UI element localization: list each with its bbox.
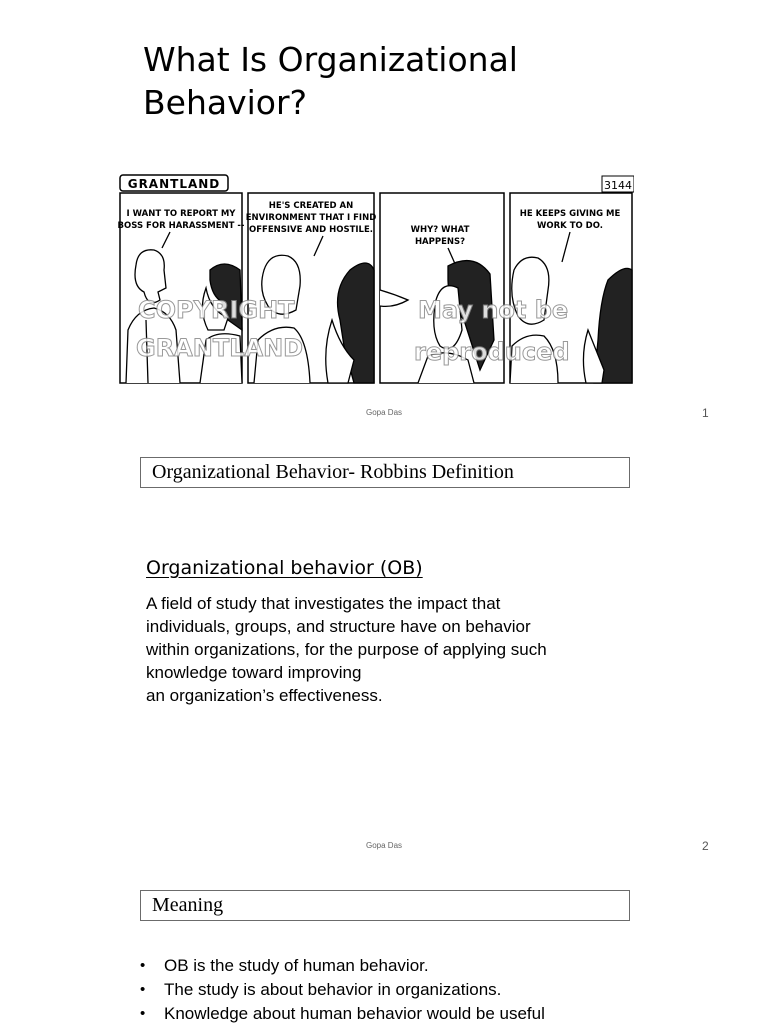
ob-definition-line: A field of study that investigates the impact that	[146, 594, 501, 613]
slide1-title	[143, 38, 663, 124]
watermark-line-3: May not be	[418, 296, 569, 324]
bullet-text: The study is about behavior in organizations.	[164, 980, 502, 999]
bullet-icon: •	[140, 981, 146, 998]
slide2-page-number: 2	[702, 839, 709, 853]
comic-panel3-text-2: HAPPENS?	[414, 237, 466, 247]
slide2-heading-box	[140, 457, 630, 488]
watermark-line-2: GRANTLAND	[136, 334, 304, 362]
bullet-text: OB is the study of human behavior.	[164, 956, 429, 975]
comic-panel2-text-3: OFFENSIVE AND HOSTILE.	[249, 225, 373, 235]
ob-definition	[146, 592, 626, 707]
comic-panel4-text-1: HE KEEPS GIVING ME	[519, 209, 621, 219]
slide3-heading-box	[140, 890, 630, 921]
list-item	[140, 978, 660, 1002]
slide1-footer-name: Gopa Das	[366, 408, 403, 417]
watermark-line-4: reproduced	[414, 338, 570, 366]
bullet-text: Knowledge about human behavior would be useful	[164, 1004, 545, 1023]
comic-header	[120, 175, 634, 192]
slide3-heading: Meaning	[152, 894, 224, 916]
comic-panel3-text-1: WHY? WHAT	[410, 225, 470, 235]
watermark-line-1: COPYRIGHT	[138, 296, 295, 324]
slide1-title-line1: What Is Organizational	[143, 40, 518, 79]
comic-panel1-text-1: I WANT TO REPORT MY	[126, 209, 236, 219]
slide2-footer-name: Gopa Das	[366, 841, 403, 850]
comic-panel4-text-2: WORK TO DO.	[537, 221, 603, 231]
list-item	[140, 954, 660, 978]
list-item	[140, 1002, 660, 1026]
meaning-bullet-list	[140, 954, 660, 1026]
bullet-icon: •	[140, 1005, 146, 1022]
comic-panel2-text-2: ENVIRONMENT THAT I FIND	[245, 213, 377, 223]
comic-panel2-text-1: HE'S CREATED AN	[268, 201, 354, 211]
ob-definition-line: knowledge toward improving	[146, 663, 362, 682]
comic-strip-number: 3144	[604, 179, 632, 192]
comic-strip-image	[118, 170, 634, 386]
slide1-title-line2: Behavior?	[143, 83, 308, 122]
comic-brand: GRANTLAND	[127, 177, 221, 191]
ob-definition-line: individuals, groups, and structure have on behavior	[146, 617, 531, 636]
comic-panel1-text-2: BOSS FOR HARASSMENT --	[118, 221, 245, 231]
ob-term: Organizational behavior (OB)	[146, 557, 423, 579]
bullet-icon: •	[140, 957, 146, 974]
slide2-heading: Organizational Behavior- Robbins Definition	[152, 461, 514, 483]
ob-definition-line: an organization’s effectiveness.	[146, 686, 383, 705]
slide1-page-number: 1	[702, 406, 709, 420]
ob-definition-line: within organizations, for the purpose of applying such	[146, 640, 547, 659]
